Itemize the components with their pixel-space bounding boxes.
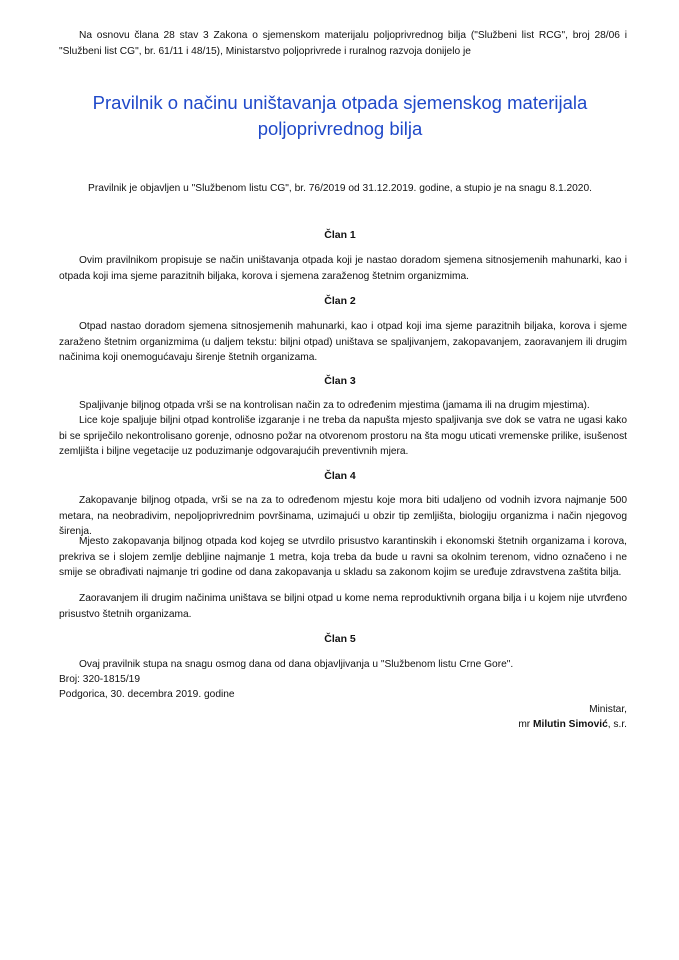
article-2-heading: Član 2 — [324, 295, 356, 307]
document-number: Broj: 320-1815/19 — [59, 674, 140, 685]
signatory-prefix: mr — [518, 719, 534, 730]
article-3-paragraph-2: Lice koje spaljuje biljni otpad kontroliše izgaranje i ne treba da napušta mjesto spaljivanja sve dok se vatra ne ugasi kako bi se spriječilo nekontrolisano gorenje, odnosno požar na otvorenom prostoru na šta mogu uticati vremenske prilike, isušenost zemljišta i biljne vegetacije uz poduzimanje odgovarajućih preventivnih mjera. — [59, 415, 627, 458]
article-3-paragraph-1: Spaljivanje biljnog otpada vrši se na kontrolisan način za to određenim mjestima (jamama ili na drugim mjestima). — [79, 400, 590, 411]
article-4-paragraph-2: Mjesto zakopavanja biljnog otpada kod kojeg se utvrdilo prisustvo karantinskih i ekonomski štetnih organizama i korova, prekriva se i slojem zemlje debljine najmanje 1 metra, koja treba da bude u ravni sa okolnim terenom, vidno označeno i ne smije se obrađivati najmanje tri godine od dana zakopavanja u skladu sa zakonom kojim se uređuje zdravstvena zaštita bilja. — [59, 536, 627, 579]
signatory-suffix: , s.r. — [607, 719, 627, 730]
intro-paragraph: Na osnovu člana 28 stav 3 Zakona o sjemenskom materijalu poljoprivrednog bilja ("Službeni list RCG", broj 28/06 i "Službeni list CG", br. 61/11 i 48/15), Ministarstvo poljoprivrede i ruralnog razvoja donijelo je — [59, 30, 627, 57]
article-4-paragraph-3: Zaoravanjem ili drugim načinima uništava se biljni otpad u kome nema reproduktivnih organa bilja i u kojem nije utvrđeno prisustvo štetnih organizama. — [59, 593, 627, 620]
article-4-heading: Član 4 — [324, 470, 356, 482]
article-5-paragraph: Ovaj pravilnik stupa na snagu osmog dana od dana objavljivanja u "Službenom listu Crne Gore". — [79, 659, 514, 670]
signatory — [518, 717, 627, 732]
signatory-role: Ministar, — [589, 704, 627, 715]
title-line-2: poljoprivrednog bilja — [257, 118, 423, 139]
publication-note: Pravilnik je objavljen u "Službenom listu CG", br. 76/2019 od 31.12.2019. godine, a stupio je na snagu 8.1.2020. — [88, 183, 592, 194]
article-4-paragraph-1: Zakopavanje biljnog otpada, vrši se na za to određenom mjestu koje mora biti udaljeno od vodnih izvora najmanje 500 metara, na neobradivim, nepoljoprivrednim površinama, uzimajući u obzir tip zemljišta, biologiju organizma i način njegovog širenja. — [59, 495, 627, 538]
document-title — [40, 90, 640, 142]
article-2-paragraph: Otpad nastao doradom sjemena sitnosjemenih mahunarki, kao i otpad koji ima sjeme parazitnih biljaka, korova i sjeme zaraženo štetnim organizmima (u daljem tekstu: biljni otpad) uništava se spaljivanjem, zakopavanjem, zaoravanjem ili drugim načinima koji onemogućavaju širenje štetnih organizama. — [59, 321, 627, 364]
article-5-heading: Član 5 — [324, 633, 356, 645]
article-3-heading: Član 3 — [324, 375, 356, 387]
article-1-paragraph: Ovim pravilnikom propisuje se način uništavanja otpada koji je nastao doradom sjemena sitnosjemenih mahunarki, kao i otpada koji ima sjeme parazitnih biljaka, korova i sjemena zaraženog štetnim organizmima. — [59, 255, 627, 282]
signatory-name: Milutin Simović — [533, 719, 608, 730]
title-line-1: Pravilnik o načinu uništavanja otpada sjemenskog materijala — [92, 92, 588, 113]
place-and-date: Podgorica, 30. decembra 2019. godine — [59, 689, 235, 700]
article-1-heading: Član 1 — [324, 229, 356, 241]
